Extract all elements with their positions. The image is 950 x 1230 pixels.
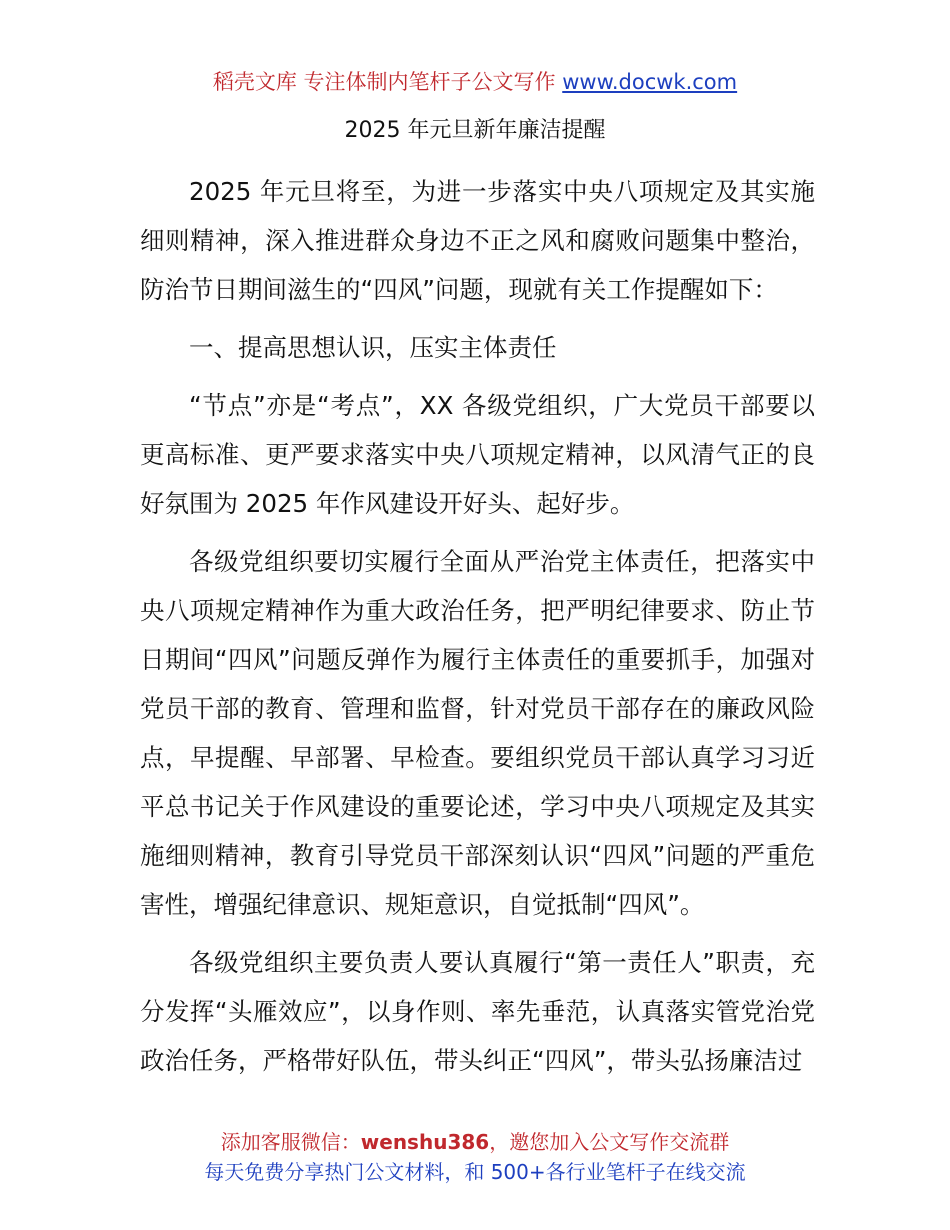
section-heading-1: 一、提高思想认识，压实主体责任	[189, 333, 557, 362]
footer-wechat-id: wenshu386	[360, 1130, 490, 1154]
footer-line-2: 每天免费分享热门公文材料，和 500+各行业笔杆子在线交流	[204, 1160, 746, 1184]
header-brand: 稻壳文库 专注体制内笔杆子公文写作	[212, 70, 556, 94]
paragraph-1: “节点”亦是“考点”，XX 各级党组织，广大党员干部要以更高标准、更严要求落实中央八项规定精神，以风清气正的良好氛围为 2025 年作风建设开好头、起好步。	[140, 391, 815, 518]
page-header	[0, 66, 950, 98]
header-website-link[interactable]: www.docwk.com	[562, 70, 738, 94]
document-title: 2025 年元旦新年廉洁提醒	[344, 118, 606, 143]
page-footer	[0, 1127, 950, 1187]
paragraph-3: 各级党组织主要负责人要认真履行“第一责任人”职责，充分发挥“头雁效应”，以身作则、率先垂范，认真落实管党治党政治任务，严格带好队伍，带头纠正“四风”，带头弘扬廉洁过	[140, 948, 815, 1075]
paragraph-2: 各级党组织要切实履行全面从严治党主体责任，把落实中央八项规定精神作为重大政治任务，把严明纪律要求、防止节日期间“四风”问题反弹作为履行主体责任的重要抓手，加强对党员干部的教育、管理和监督，针对党员干部存在的廉政风险点，早提醒、早部署、早检查。要组织党员干部认真学习习近平总书记关于作风建设的重要论述，学习中央八项规定及其实施细则精神，教育引导党员干部深刻认识“四风”问题的严重危害性，增强纪律意识、规矩意识，自觉抵制“四风”。	[140, 547, 815, 919]
footer-wechat-prefix: 添加客服微信：	[220, 1130, 361, 1154]
document-body	[140, 167, 815, 1085]
footer-wechat-suffix: ，邀您加入公文写作交流群	[489, 1130, 730, 1154]
paragraph-intro: 2025 年元旦将至，为进一步落实中央八项规定及其实施细则精神，深入推进群众身边不正之风和腐败问题集中整治，防治节日期间滋生的“四风”问题，现就有关工作提醒如下：	[140, 177, 815, 304]
footer-line-1	[0, 1127, 950, 1157]
